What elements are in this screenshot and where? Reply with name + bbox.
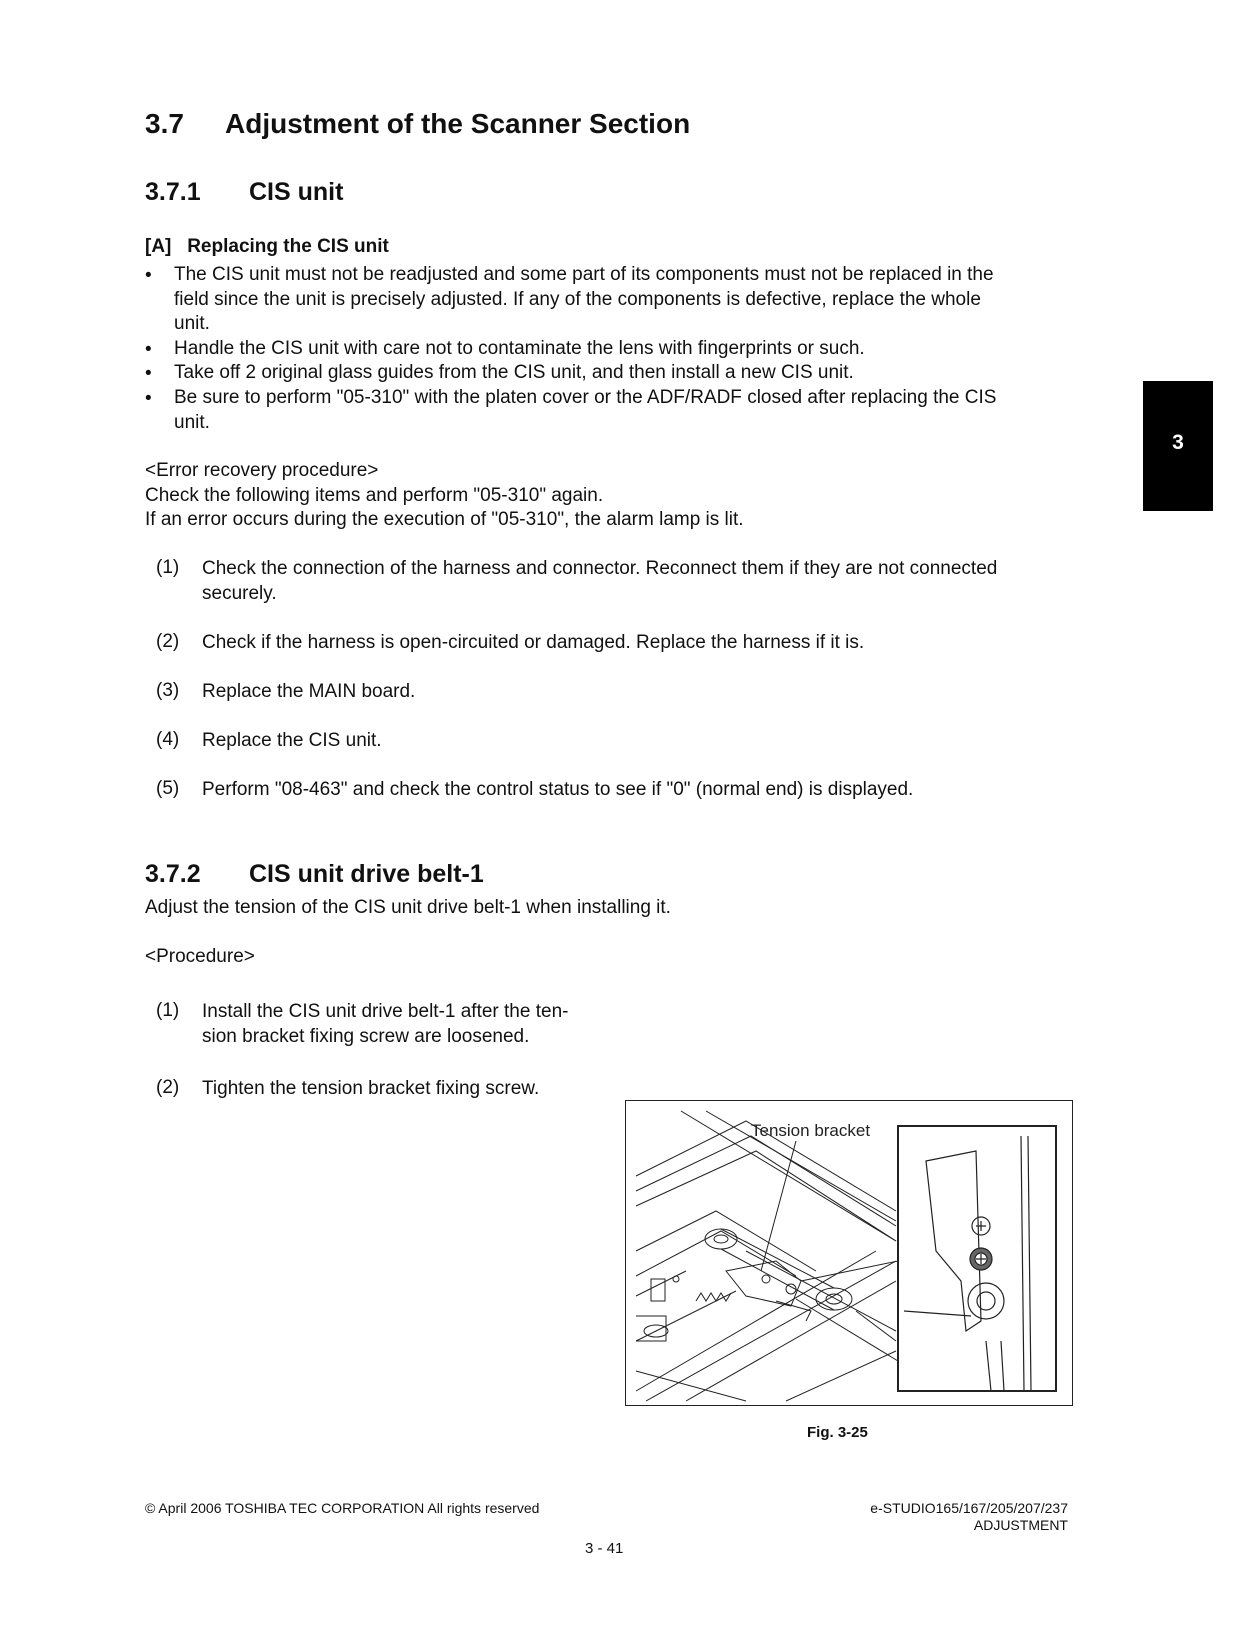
figure-callout-label: Tension bracket bbox=[751, 1121, 871, 1140]
section-title: Adjustment of the Scanner Section bbox=[225, 108, 691, 139]
replacing-heading: [A] Replacing the CIS unit bbox=[145, 236, 389, 257]
step-number: (1) bbox=[156, 557, 180, 578]
scanner-belt-illustration bbox=[626, 1101, 1073, 1406]
step-text bbox=[202, 1077, 539, 1102]
figure-caption: Fig. 3-25 bbox=[807, 1424, 868, 1441]
step-number: (2) bbox=[156, 1077, 180, 1098]
step-line: securely. bbox=[202, 582, 277, 604]
step-line: sion bracket fixing screw are loosened. bbox=[202, 1025, 530, 1047]
bullet-item bbox=[174, 386, 1074, 435]
bullet-marker: • bbox=[145, 388, 152, 409]
figure-frame bbox=[625, 1100, 1073, 1406]
bullet-marker: • bbox=[145, 363, 152, 384]
step-line: Perform "08-463" and check the control status to see if "0" (normal end) is displayed. bbox=[202, 779, 914, 800]
bullet-line: Handle the CIS unit with care not to contaminate the lens with fingerprints or such. bbox=[174, 338, 865, 359]
error-recovery-block bbox=[145, 459, 744, 533]
step-line: Tighten the tension bracket fixing screw. bbox=[202, 1078, 540, 1099]
footer-section: ADJUSTMENT bbox=[973, 1517, 1068, 1533]
step-number: (4) bbox=[156, 729, 180, 750]
step-line: Replace the MAIN board. bbox=[202, 681, 416, 702]
step-number: (5) bbox=[156, 778, 180, 799]
section-number: 3.7 bbox=[145, 108, 184, 139]
bullet-line: unit. bbox=[174, 313, 210, 334]
chapter-tab bbox=[1143, 381, 1213, 511]
footer-copyright: © April 2006 TOSHIBA TEC CORPORATION All rights reserved bbox=[145, 1500, 540, 1516]
step-line: Check the connection of the harness and connector. Reconnect them if they are not connected bbox=[202, 558, 998, 579]
bullet-marker: • bbox=[145, 339, 152, 360]
step-text bbox=[202, 680, 415, 705]
subsection-2-title: CIS unit drive belt-1 bbox=[249, 860, 484, 888]
step-text bbox=[202, 557, 997, 606]
error-recovery-label: <Error recovery procedure> bbox=[145, 460, 379, 481]
step-text bbox=[202, 1000, 568, 1049]
step-text bbox=[202, 778, 913, 803]
bullet-item bbox=[174, 337, 1074, 362]
chapter-tab-number: 3 bbox=[1172, 431, 1184, 454]
step-text bbox=[202, 729, 382, 754]
bullet-item bbox=[174, 361, 1074, 386]
bullet-line: The CIS unit must not be readjusted and some part of its components must not be replaced in the bbox=[174, 264, 994, 285]
error-recovery-line: Check the following items and perform "05-310" again. bbox=[145, 484, 604, 506]
bullet-line: field since the unit is precisely adjusted. If any of the components is defective, replace the whole bbox=[174, 288, 981, 310]
page-number: 3 - 41 bbox=[585, 1540, 624, 1557]
subsection-1-title: CIS unit bbox=[249, 178, 344, 206]
step-number: (3) bbox=[156, 680, 180, 701]
step-number: (2) bbox=[156, 631, 180, 652]
step-number: (1) bbox=[156, 1000, 180, 1021]
error-recovery-line: If an error occurs during the execution of "05-310", the alarm lamp is lit. bbox=[145, 509, 744, 530]
subsection-2-number: 3.7.2 bbox=[145, 860, 201, 888]
subsection-2-intro: Adjust the tension of the CIS unit drive belt-1 when installing it. bbox=[145, 897, 671, 918]
step-line: Check if the harness is open-circuited or damaged. Replace the harness if it is. bbox=[202, 632, 865, 653]
step-line: Install the CIS unit drive belt-1 after the ten- bbox=[202, 1001, 569, 1022]
step-text bbox=[202, 631, 864, 656]
bullet-line: Be sure to perform "05-310" with the platen cover or the ADF/RADF closed after replacing the CIS bbox=[174, 387, 997, 408]
bullet-line: unit. bbox=[174, 411, 210, 433]
footer-model: e-STUDIO165/167/205/207/237 bbox=[870, 1500, 1068, 1516]
bullet-item bbox=[174, 263, 1074, 337]
bullet-line: Take off 2 original glass guides from the CIS unit, and then install a new CIS unit. bbox=[174, 362, 854, 383]
procedure-label: <Procedure> bbox=[145, 946, 255, 967]
bullet-marker: • bbox=[145, 265, 152, 286]
subsection-1-number: 3.7.1 bbox=[145, 178, 201, 206]
step-line: Replace the CIS unit. bbox=[202, 730, 382, 751]
